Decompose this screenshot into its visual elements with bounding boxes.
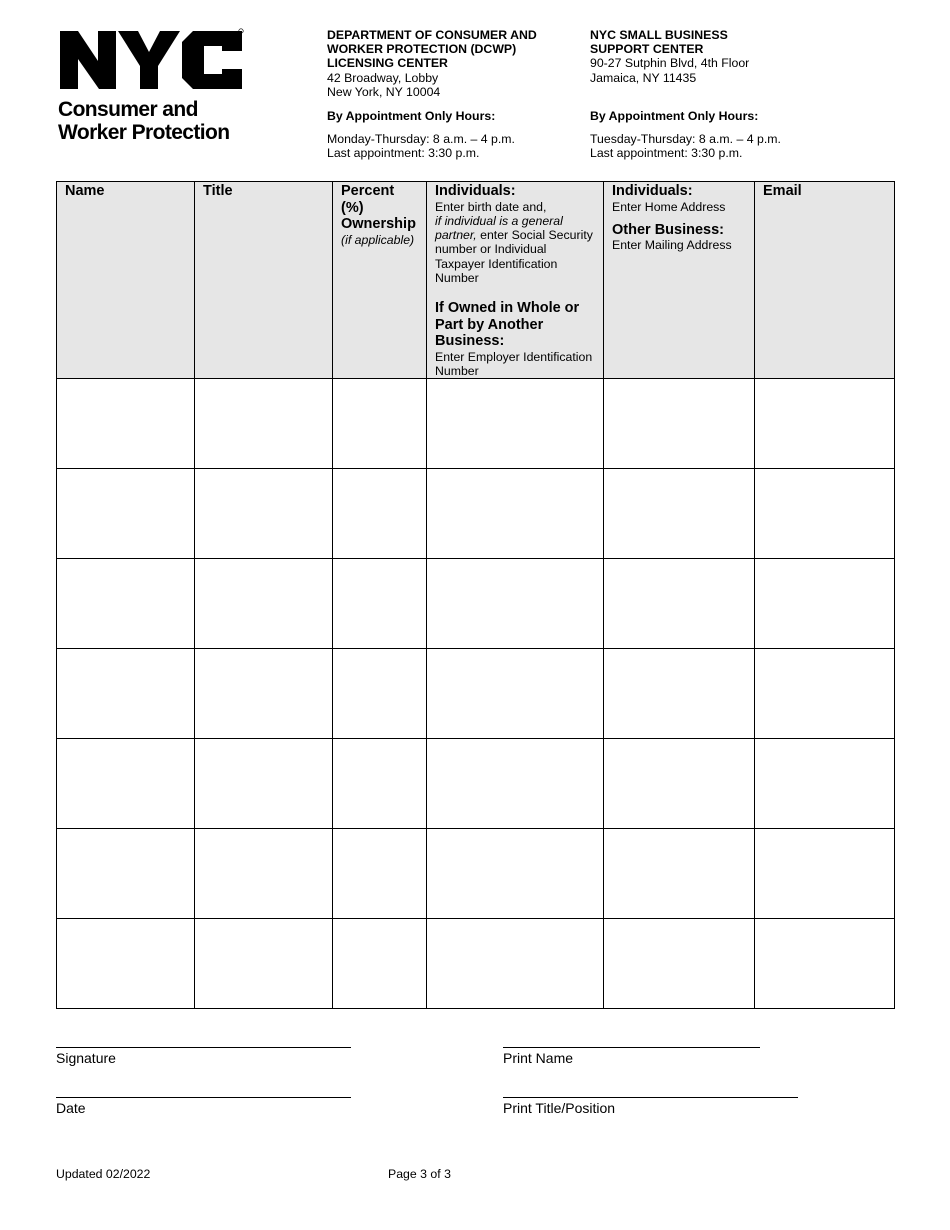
office-name-line: NYC SMALL BUSINESS: [590, 28, 728, 42]
cell-email[interactable]: [755, 379, 895, 469]
cell-name[interactable]: [57, 649, 195, 739]
cell-email[interactable]: [755, 559, 895, 649]
cell-name[interactable]: [57, 469, 195, 559]
header-name: Name: [57, 182, 195, 379]
print-title-line[interactable]: [503, 1097, 798, 1098]
cell-address[interactable]: [604, 649, 755, 739]
office-hours-line: Tuesday-Thursday: 8 a.m. – 4 p.m.: [590, 132, 781, 146]
header-individuals-id: Individuals: Enter birth date and, if individual is a general partner, enter Social Security number or Individual Taxpayer Identification Number If Owned in Whole or Part by Another Business: Enter Employer Identification Number: [427, 182, 604, 379]
ownership-table: [56, 181, 895, 1009]
cell-name[interactable]: [57, 559, 195, 649]
cell-name[interactable]: [57, 829, 195, 919]
cell-title[interactable]: [195, 649, 333, 739]
header-title: Title: [195, 182, 333, 379]
office-hours: [327, 132, 515, 160]
footer-page-number: Page 3 of 3: [388, 1167, 451, 1181]
header-email: Email: [755, 182, 895, 379]
cell-id-number[interactable]: [427, 649, 604, 739]
cell-id-number[interactable]: [427, 379, 604, 469]
cell-address[interactable]: [604, 379, 755, 469]
cell-email[interactable]: [755, 649, 895, 739]
cell-address[interactable]: [604, 469, 755, 559]
office-address-line: 42 Broadway, Lobby: [327, 70, 439, 85]
print-title-label: Print Title/Position: [503, 1100, 616, 1116]
table-header-row: [57, 182, 895, 379]
cell-title[interactable]: [195, 559, 333, 649]
cell-title[interactable]: [195, 919, 333, 1009]
footer-updated: Updated 02/2022: [56, 1167, 151, 1181]
table-row: [57, 649, 895, 739]
cell-id-number[interactable]: [427, 919, 604, 1009]
cell-id-number[interactable]: [427, 829, 604, 919]
cell-percent[interactable]: [333, 829, 427, 919]
cell-address[interactable]: [604, 829, 755, 919]
cell-name[interactable]: [57, 379, 195, 469]
cell-email[interactable]: [755, 919, 895, 1009]
cell-percent[interactable]: [333, 919, 427, 1009]
cell-name[interactable]: [57, 739, 195, 829]
office-small-business-support-center: [590, 28, 830, 161]
office-hours-title: By Appointment Only Hours:: [590, 109, 759, 123]
signature-label: Signature: [56, 1050, 116, 1066]
print-name-line[interactable]: [503, 1047, 760, 1048]
cell-address[interactable]: [604, 739, 755, 829]
cell-percent[interactable]: [333, 379, 427, 469]
date-label: Date: [56, 1100, 86, 1116]
office-address-line: 90-27 Sutphin Blvd, 4th Floor: [590, 56, 750, 71]
cell-email[interactable]: [755, 829, 895, 919]
table-row: [57, 379, 895, 469]
table-row: [57, 559, 895, 649]
table-row: [57, 829, 895, 919]
cell-percent[interactable]: [333, 739, 427, 829]
cell-id-number[interactable]: [427, 469, 604, 559]
cell-address[interactable]: [604, 919, 755, 1009]
signature-line[interactable]: [56, 1047, 351, 1048]
office-address-line: New York, NY 10004: [327, 84, 441, 99]
cell-title[interactable]: [195, 469, 333, 559]
office-hours-line: Last appointment: 3:30 p.m.: [590, 146, 743, 161]
office-name-line: LICENSING CENTER: [327, 56, 448, 71]
table-row: [57, 469, 895, 559]
office-hours: [590, 132, 781, 160]
date-line[interactable]: [56, 1097, 351, 1098]
nyc-wordmark-logo: [58, 28, 244, 92]
cell-email[interactable]: [755, 469, 895, 559]
logo-line-worker-protection: Worker Protection: [58, 121, 230, 144]
cell-title[interactable]: [195, 379, 333, 469]
logo-line-consumer: Consumer and: [58, 98, 198, 121]
cell-address[interactable]: [604, 559, 755, 649]
office-address-line: Jamaica, NY 11435: [590, 70, 697, 85]
cell-title[interactable]: [195, 739, 333, 829]
cell-percent[interactable]: [333, 559, 427, 649]
office-dcwp-licensing-center: [327, 28, 567, 161]
cell-id-number[interactable]: [427, 559, 604, 649]
header-address: Individuals: Enter Home Address Other Business: Enter Mailing Address: [604, 182, 755, 379]
office-name-line: DEPARTMENT OF CONSUMER AND: [327, 28, 537, 42]
cell-id-number[interactable]: [427, 739, 604, 829]
office-hours-line: Last appointment: 3:30 p.m.: [327, 146, 480, 161]
office-hours-line: Monday-Thursday: 8 a.m. – 4 p.m.: [327, 132, 515, 146]
cell-email[interactable]: [755, 739, 895, 829]
cell-title[interactable]: [195, 829, 333, 919]
office-name-line: WORKER PROTECTION (DCWP): [327, 42, 517, 57]
cell-percent[interactable]: [333, 469, 427, 559]
cell-percent[interactable]: [333, 649, 427, 739]
office-hours-title: By Appointment Only Hours:: [327, 109, 496, 123]
cell-name[interactable]: [57, 919, 195, 1009]
table-row: [57, 919, 895, 1009]
header-percent-ownership: Percent (%) Ownership (if applicable): [333, 182, 427, 379]
print-name-label: Print Name: [503, 1050, 574, 1066]
nyc-logo: [58, 28, 258, 144]
table-row: [57, 739, 895, 829]
office-name-line: SUPPORT CENTER: [590, 42, 704, 57]
